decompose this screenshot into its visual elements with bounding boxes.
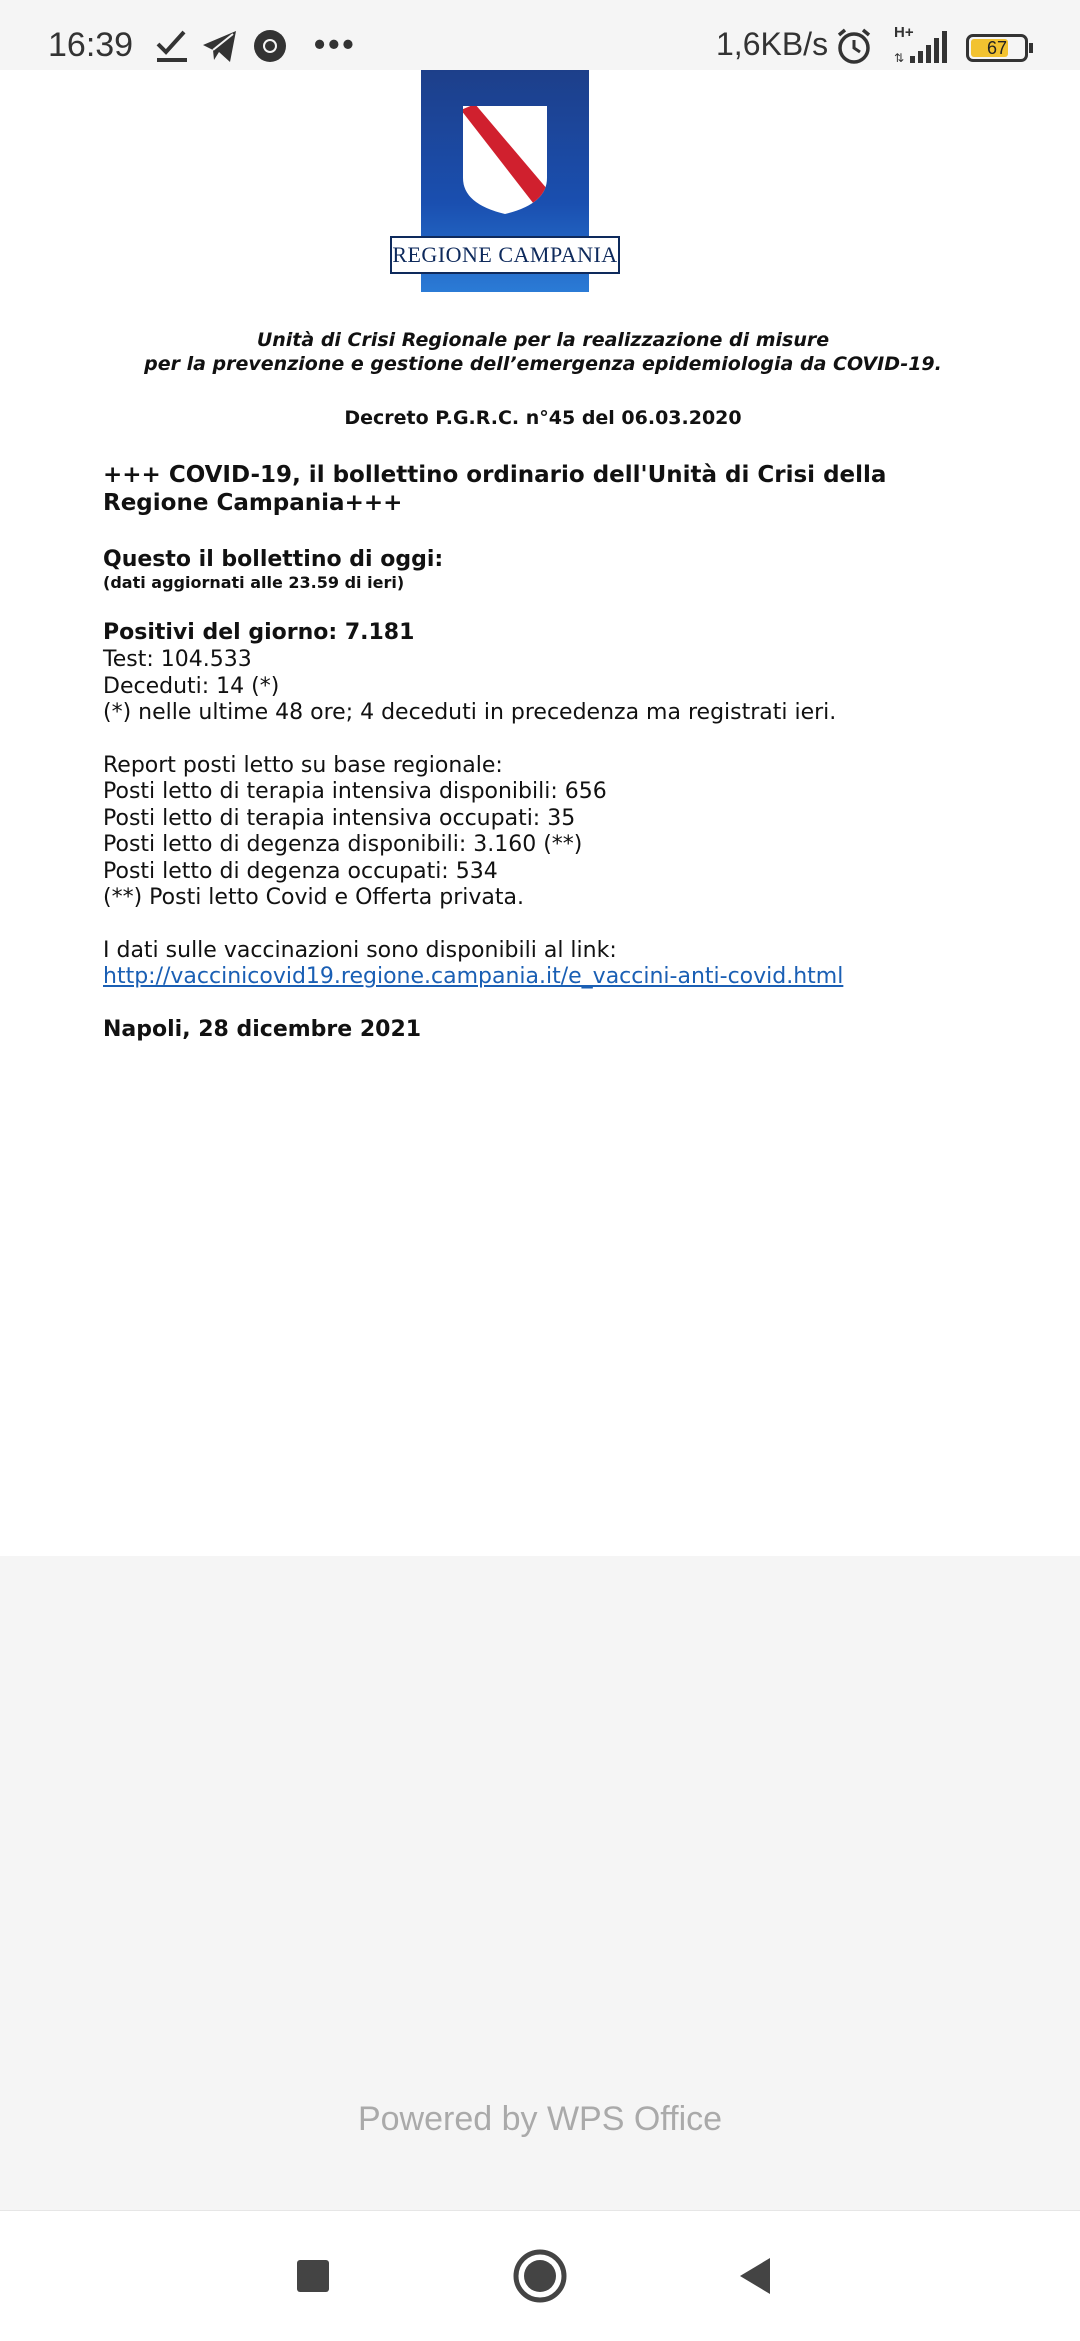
signature-date: Napoli, 28 dicembre 2021 bbox=[103, 1017, 422, 1042]
navigation-bar bbox=[0, 2210, 1080, 2341]
square-icon bbox=[283, 2246, 343, 2306]
document-page bbox=[0, 70, 1080, 1556]
ward-occupied: Posti letto di degenza occupati: 534 bbox=[103, 859, 498, 884]
circle-icon bbox=[510, 2246, 570, 2306]
vaccine-text: I dati sulle vaccinazioni sono disponibili al link: bbox=[103, 938, 617, 963]
alarm-icon bbox=[834, 26, 874, 66]
bulletin-heading: Questo il bollettino di oggi: bbox=[103, 547, 444, 572]
battery-level: 67 bbox=[986, 38, 1008, 58]
home-button[interactable] bbox=[510, 2246, 570, 2306]
icu-occupied: Posti letto di terapia intensiva occupati: 35 bbox=[103, 806, 576, 831]
status-time: 16:39 bbox=[48, 26, 134, 64]
back-triangle-icon bbox=[728, 2246, 788, 2306]
ward-available: Posti letto di degenza disponibili: 3.160 (**) bbox=[103, 832, 583, 857]
coat-of-arms-icon bbox=[461, 104, 549, 216]
svg-text:⇅: ⇅ bbox=[894, 51, 905, 65]
more-notifications-icon: ••• bbox=[314, 26, 357, 62]
tests-count: Test: 104.533 bbox=[103, 647, 252, 672]
check-icon bbox=[152, 26, 192, 66]
network-speed: 1,6KB/s bbox=[716, 26, 829, 62]
bulletin-title: +++ COVID-19, il bollettino ordinario dell'Unità di Crisi della Regione Campania+++ bbox=[103, 462, 887, 516]
battery-icon bbox=[966, 34, 1028, 62]
header-line-2: per la prevenzione e gestione dell’emergenza epidemiologia da COVID-19. bbox=[144, 353, 942, 375]
report-heading: Report posti letto su base regionale: bbox=[103, 753, 503, 778]
bulletin-note: (dati aggiornati alle 23.59 di ieri) bbox=[103, 573, 405, 592]
header-line-1: Unità di Crisi Regionale per la realizzazione di misure bbox=[256, 329, 830, 351]
chrome-icon bbox=[250, 26, 290, 66]
recents-button[interactable] bbox=[283, 2246, 343, 2306]
telegram-icon bbox=[200, 26, 240, 66]
regione-campania-logo bbox=[388, 70, 620, 294]
positives-count: Positivi del giorno: 7.181 bbox=[103, 620, 415, 645]
vaccine-link[interactable]: http://vaccinicovid19.regione.campania.it/e_vaccini-anti-covid.html bbox=[103, 964, 844, 989]
powered-by-label: Powered by WPS Office bbox=[357, 2100, 723, 2138]
icu-available: Posti letto di terapia intensiva disponibili: 656 bbox=[103, 779, 607, 804]
decree-reference: Decreto P.G.R.C. n°45 del 06.03.2020 bbox=[344, 407, 742, 429]
signal-icon bbox=[892, 26, 952, 66]
beds-note: (**) Posti letto Covid e Offerta privata. bbox=[103, 885, 524, 910]
back-button[interactable] bbox=[728, 2246, 788, 2306]
network-type: H+ bbox=[894, 24, 914, 41]
logo-label: REGIONE CAMPANIA bbox=[390, 236, 620, 274]
status-bar bbox=[0, 0, 1080, 70]
deaths-count: Deceduti: 14 (*) bbox=[103, 674, 280, 699]
deaths-note: (*) nelle ultime 48 ore; 4 deceduti in precedenza ma registrati ieri. bbox=[103, 700, 837, 725]
